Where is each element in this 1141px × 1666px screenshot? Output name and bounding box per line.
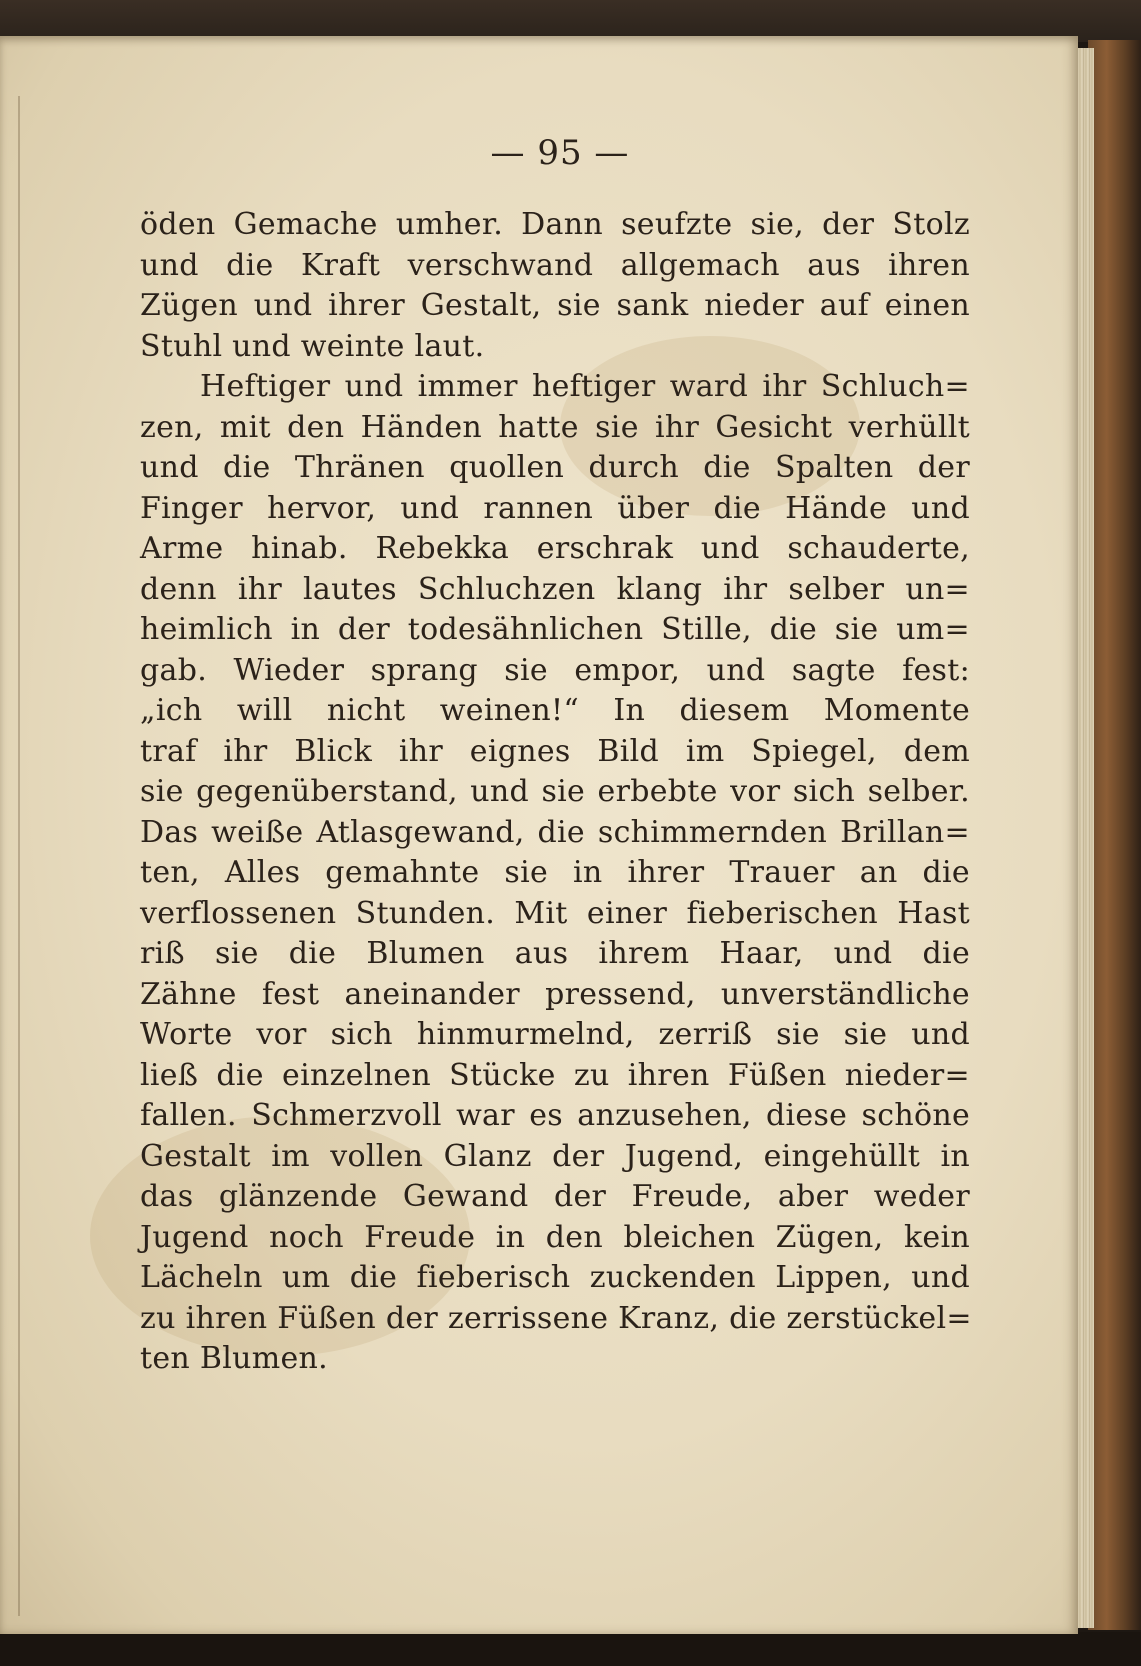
book-bottom-edge	[0, 1632, 1141, 1666]
page-number: — 95 —	[490, 133, 630, 173]
body-text	[140, 205, 970, 1380]
text-line: zu ihren Füßen der zerrissene Kranz, die zerstückel=	[140, 1300, 972, 1336]
text-line: öden Gemache umher. Dann seufzte sie, der Stolz	[140, 207, 970, 242]
text-line: Finger hervor, und rannen über die Hände und	[140, 490, 970, 526]
text-line: traf ihr Blick ihr eignes Bild im Spiegel, dem	[140, 733, 970, 769]
text-line: Zügen und ihrer Gestalt, sie sank nieder auf einen	[140, 288, 970, 323]
text-line: „ich will nicht weinen!“ In diesem Momente	[140, 693, 970, 728]
text-line: denn ihr lautes Schluchzen klang ihr selber un=	[140, 571, 970, 607]
text-line: Lächeln um die fieberisch zuckenden Lippen, und	[140, 1260, 970, 1295]
text-line: Zähne fest aneinander pressend, unverständliche	[140, 976, 970, 1012]
text-line: zen, mit den Händen hatte sie ihr Gesicht verhüllt	[140, 409, 970, 445]
text-line: Worte vor sich hinmurmelnd, zerriß sie sie und	[140, 1017, 970, 1052]
text-line: gab. Wieder sprang sie empor, und sagte fest:	[140, 652, 970, 688]
text-line: riß sie die Blumen aus ihrem Haar, und die	[140, 936, 970, 971]
text-line: Jugend noch Freude in den bleichen Zügen, kein	[140, 1219, 970, 1255]
gutter-fold	[18, 96, 20, 1616]
text-line: ten Blumen.	[140, 1341, 328, 1376]
text-line: Das weiße Atlasgewand, die schimmernden Brillan=	[140, 814, 970, 850]
text-line: Heftiger und immer heftiger ward ihr Schluch=	[200, 369, 970, 404]
text-line: Stuhl und weinte laut.	[140, 328, 485, 364]
text-line: das glänzende Gewand der Freude, aber weder	[140, 1179, 970, 1214]
book-cover-edge	[1088, 40, 1141, 1630]
text-line: sie gegenüberstand, und sie erbebte vor sich selber.	[140, 774, 970, 809]
text-line: fallen. Schmerzvoll war es anzusehen, diese schöne	[140, 1098, 970, 1133]
text-line: ten, Alles gemahnte sie in ihrer Trauer an die	[140, 855, 970, 890]
text-line: und die Kraft verschwand allgemach aus ihren	[140, 247, 970, 283]
text-line: heimlich in der todesähnlichen Stille, die sie um=	[140, 612, 970, 647]
text-line: verflossenen Stunden. Mit einer fieberischen Hast	[140, 895, 970, 931]
text-line: Gestalt im vollen Glanz der Jugend, eingehüllt in	[140, 1138, 970, 1174]
text-line: Arme hinab. Rebekka erschrak und schauderte,	[140, 531, 970, 566]
text-line: und die Thränen quollen durch die Spalten der	[140, 450, 970, 485]
text-line: ließ die einzelnen Stücke zu ihren Füßen nieder=	[140, 1057, 970, 1093]
